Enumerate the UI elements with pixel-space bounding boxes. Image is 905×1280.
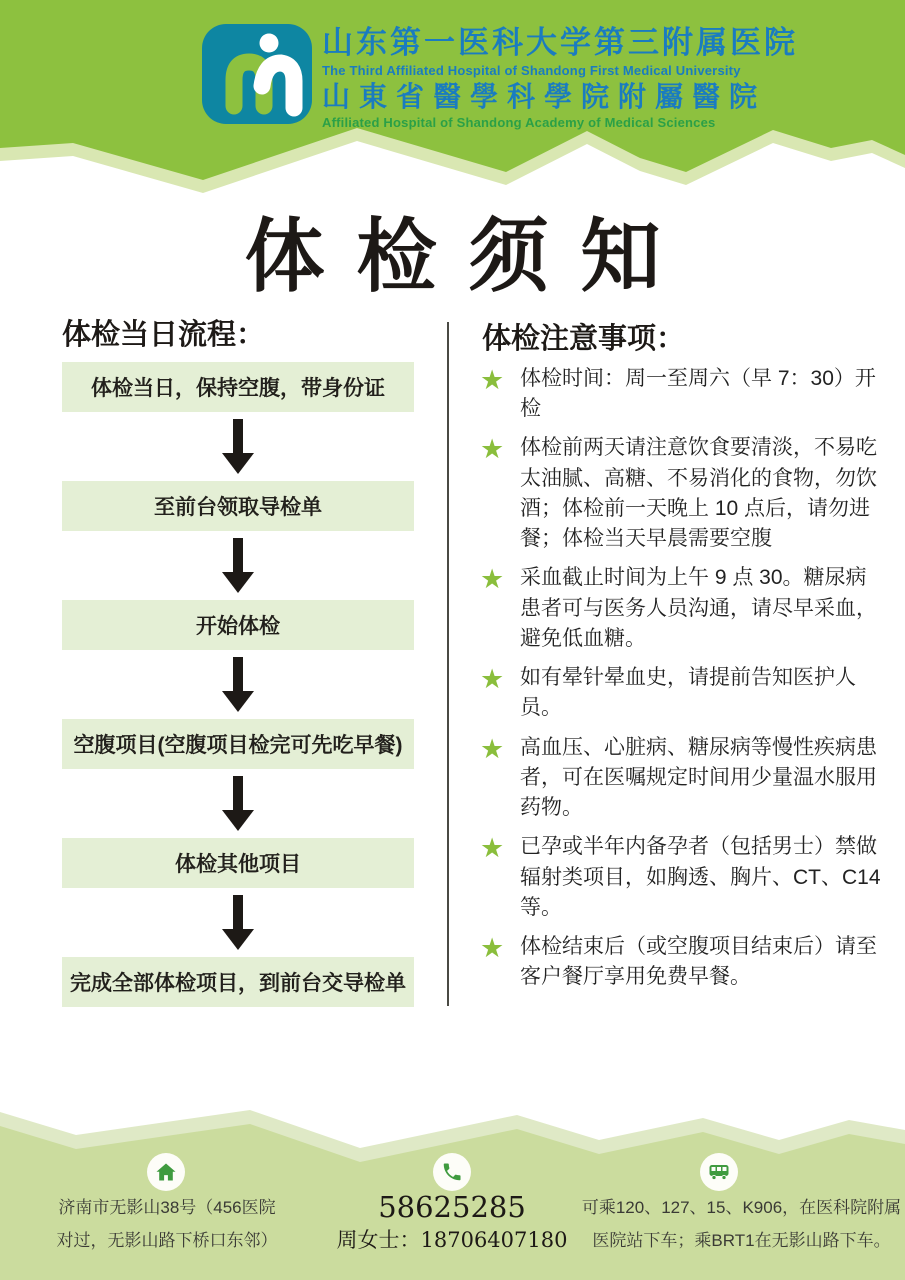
arrow-down-icon: [222, 419, 254, 474]
notes-heading: 体检注意事项：: [482, 323, 686, 355]
address-icon-circle: [147, 1153, 185, 1191]
bus-icon-circle: [700, 1153, 738, 1191]
hospital-name-en: The Third Affiliated Hospital of Shandong First Medical University: [322, 63, 741, 79]
star-icon: ★: [480, 664, 505, 695]
list-item: [480, 932, 882, 992]
list-item: [480, 663, 882, 723]
note-text: 体检结束后（或空腹项目结束后）请至客户餐厅享用免费早餐。: [520, 934, 877, 989]
star-icon: ★: [480, 434, 505, 465]
flow-step: 体检其他项目: [62, 838, 414, 888]
arrow-down-icon: [222, 657, 254, 712]
note-text: 如有晕针晕血史，请提前告知医护人员。: [520, 666, 856, 720]
hospital-names: [322, 26, 882, 130]
note-text: 体检时间：周一至周六（早 7：30）开检: [520, 367, 876, 421]
note-text: 高血压、心脏病、糖尿病等慢性疾病患者，可在医嘱规定时间用少量温水服用药物。: [520, 735, 877, 820]
flow-step: 开始体检: [62, 600, 414, 650]
hospital-name-cn-traditional: 山東省醫學科學院附屬醫院: [322, 81, 767, 113]
hospital-name-en-secondary: Affiliated Hospital of Shandong Academy of Medical Sciences: [322, 114, 716, 130]
page-title: 体检须知: [244, 212, 693, 301]
home-icon: [154, 1160, 178, 1184]
star-icon: ★: [480, 833, 505, 864]
flow-step: 体检当日，保持空腹，带身份证: [62, 362, 414, 412]
flow-step: 至前台领取导检单: [62, 481, 414, 531]
phone-icon: [441, 1161, 463, 1183]
list-item: [480, 832, 882, 923]
arrow-down-icon: [222, 776, 254, 831]
notes-list: [480, 364, 882, 992]
list-item: [480, 563, 882, 654]
bus-text: [578, 1191, 905, 1257]
star-icon: ★: [480, 932, 505, 963]
phone-contact: 周女士：18706407180: [336, 1228, 568, 1253]
flow-heading: 体检当日流程：: [62, 319, 266, 351]
hospital-logo-icon: [202, 24, 312, 124]
note-text: 采血截止时间为上午 9 点 30。糖尿病患者可与医务人员沟通，请尽早采血，避免低血糖。: [520, 566, 877, 650]
flow-chart: [62, 362, 414, 1007]
address-line: 对过，无影山路下桥口东邻）: [56, 1231, 278, 1251]
star-icon: ★: [480, 564, 505, 595]
header: [0, 0, 905, 160]
bus-icon: [707, 1160, 731, 1184]
list-item: [480, 733, 882, 824]
address-line: 济南市无影山38号（456医院: [58, 1198, 276, 1217]
footer: [0, 1105, 905, 1280]
arrow-down-icon: [222, 538, 254, 593]
flow-step: 完成全部体检项目，到前台交导检单: [62, 957, 414, 1007]
phone-number: 58625285: [378, 1190, 526, 1224]
arrow-down-icon: [222, 895, 254, 950]
address-text: [42, 1191, 292, 1257]
star-icon: ★: [480, 733, 505, 764]
bus-line: 医院站下车；乘BRT1在无影山路下车。: [592, 1231, 891, 1251]
phone-text: [332, 1189, 572, 1257]
list-item: [480, 433, 882, 554]
flow-step: 空腹项目(空腹项目检完可先吃早餐): [62, 719, 414, 769]
star-icon: ★: [480, 365, 505, 395]
column-divider: [447, 322, 449, 1006]
list-item: [480, 364, 882, 424]
hospital-name-cn: 山东第一医科大学第三附属医院: [322, 25, 798, 60]
note-text: 已孕或半年内备孕者（包括男士）禁做辐射类项目，如胸透、胸片、CT、C14等。: [520, 835, 881, 919]
note-text: 体检前两天请注意饮食要清淡，不易吃太油腻、高糖、不易消化的食物，勿饮酒；体检前一天晚上 10 点后，请勿进餐；体检当天早晨需要空腹: [520, 436, 877, 551]
bus-line: 可乘120、127、15、K906，在医科院附属: [581, 1198, 902, 1217]
phone-icon-circle: [433, 1153, 471, 1191]
